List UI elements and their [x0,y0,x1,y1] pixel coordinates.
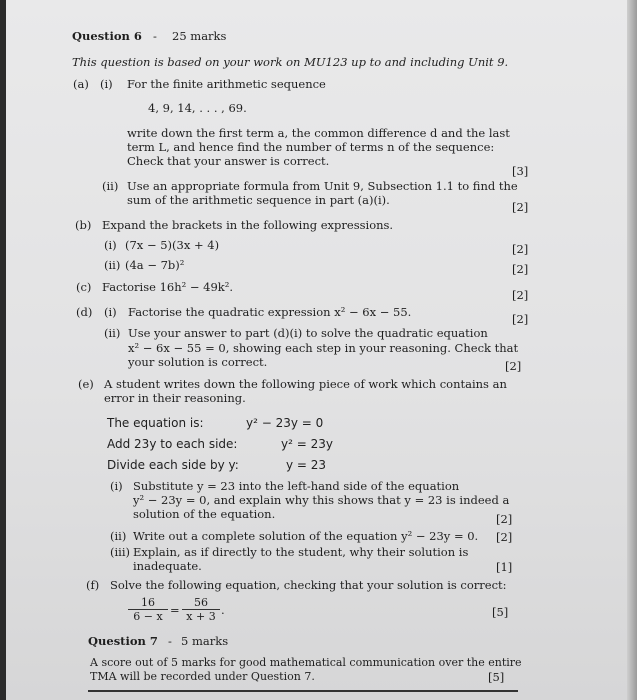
photo-left-edge [0,0,6,700]
part-a-i-mark: [3] [512,164,529,178]
part-a-i-line1: write down the first term a, the common difference d and the last [127,126,510,140]
part-a-i-line3: Check that your answer is correct. [127,154,330,168]
fraction-left-denominator: 6 − x [133,610,163,623]
part-c-text: Factorise 16h² − 49k². [102,280,234,294]
part-a-ii-label: (ii) [102,179,119,193]
fraction-period: . [221,603,225,617]
fraction-right-numerator: 56 [182,596,220,610]
part-b-ii-mark: [2] [512,262,529,276]
part-e-iii-line1: Explain, as if directly to the student, why their solution is [133,545,469,559]
part-b-i-label: (i) [104,238,117,252]
part-c-label: (c) [76,280,92,294]
question-6-intro: This question is based on your work on MU123 up to and including Unit 9. [72,55,509,69]
part-d-ii-mark: [2] [505,359,522,373]
student-work-step-3-label: Divide each side by y: [107,458,239,472]
part-b-ii-expr: (4a − 7b)² [125,258,185,272]
part-a-i-label: (i) [100,77,113,91]
part-b-i-mark: [2] [512,242,529,256]
bottom-rule [88,690,518,692]
part-a-label: (a) [73,77,89,91]
student-work-step-1-math: y² − 23y = 0 [246,416,324,430]
part-d-ii-line3: your solution is correct. [128,355,268,369]
part-d-ii-line1: Use your answer to part (d)(i) to solve the quadratic equation [128,326,488,340]
part-a-ii-mark: [2] [512,200,529,214]
part-e-i-line1: Substitute y = 23 into the left-hand side of the equation [133,479,460,493]
part-d-ii-label: (ii) [104,326,121,340]
question-6-dash: - [153,29,157,43]
part-f-mark: [5] [492,605,509,619]
fraction-equals: = [170,603,180,617]
part-e-i-line3: solution of the equation. [133,507,276,521]
part-e-ii-text: Write out a complete solution of the equation y² − 23y = 0. [133,529,479,543]
part-f-text: Solve the following equation, checking that your solution is correct: [110,578,507,592]
part-e-ii-label: (ii) [110,529,127,543]
part-e-line1: A student writes down the following piece of work which contains an [104,377,507,391]
part-a-ii-line1: Use an appropriate formula from Unit 9, Subsection 1.1 to find the [127,179,518,193]
part-e-iii-label: (iii) [110,545,131,559]
fraction-right [182,596,220,623]
question-7-heading: Question 7 [88,634,158,648]
part-d-i-text: Factorise the quadratic expression x² − 6x − 55. [128,305,412,319]
part-b-ii-label: (ii) [104,258,121,272]
part-e-i-label: (i) [110,479,123,493]
part-e-line2: error in their reasoning. [104,391,246,405]
student-work-step-3-math: y = 23 [286,458,327,472]
fraction-left [128,596,168,623]
part-d-label: (d) [76,305,93,319]
part-e-i-line2: y² − 23y = 0, and explain why this shows that y = 23 is indeed a [133,493,510,507]
question-7-dash: - [168,634,172,648]
student-work-step-2-label: Add 23y to each side: [107,437,238,451]
question-6-marks: 25 marks [172,29,227,43]
part-e-iii-line2: inadequate. [133,559,202,573]
part-e-iii-mark: [1] [496,560,513,574]
part-f-label: (f) [86,578,100,592]
part-e-i-mark: [2] [496,512,513,526]
part-b-i-expr: (7x − 5)(3x + 4) [125,238,220,252]
question-7-line1: A score out of 5 marks for good mathematical communication over the entire [90,656,522,669]
student-work-step-2-math: y² = 23y [281,437,333,451]
photo-right-edge [627,0,637,700]
question-7-marks: 5 marks [181,634,229,648]
part-b-label: (b) [75,218,92,232]
question-7-line2: TMA will be recorded under Question 7. [90,670,315,683]
part-b-text: Expand the brackets in the following expressions. [102,218,394,232]
part-d-i-mark: [2] [512,312,529,326]
part-c-mark: [2] [512,288,529,302]
part-e-label: (e) [78,377,94,391]
part-a-sequence: 4, 9, 14, . . . , 69. [148,101,247,115]
part-a-ii-line2: sum of the arithmetic sequence in part (a)(i). [127,193,390,207]
question-7-mark: [5] [488,670,505,684]
fraction-right-denominator: x + 3 [186,610,216,623]
part-d-i-label: (i) [104,305,117,319]
part-a-i-line2: term L, and hence find the number of terms n of the sequence: [127,140,495,154]
part-d-ii-line2: x² − 6x − 55 = 0, showing each step in your reasoning. Check that [128,341,519,355]
fraction-left-numerator: 16 [128,596,168,610]
question-6-heading: Question 6 [72,29,142,43]
student-work-step-1-label: The equation is: [107,416,204,430]
part-e-ii-mark: [2] [496,530,513,544]
part-a-i-text: For the finite arithmetic sequence [127,77,326,91]
